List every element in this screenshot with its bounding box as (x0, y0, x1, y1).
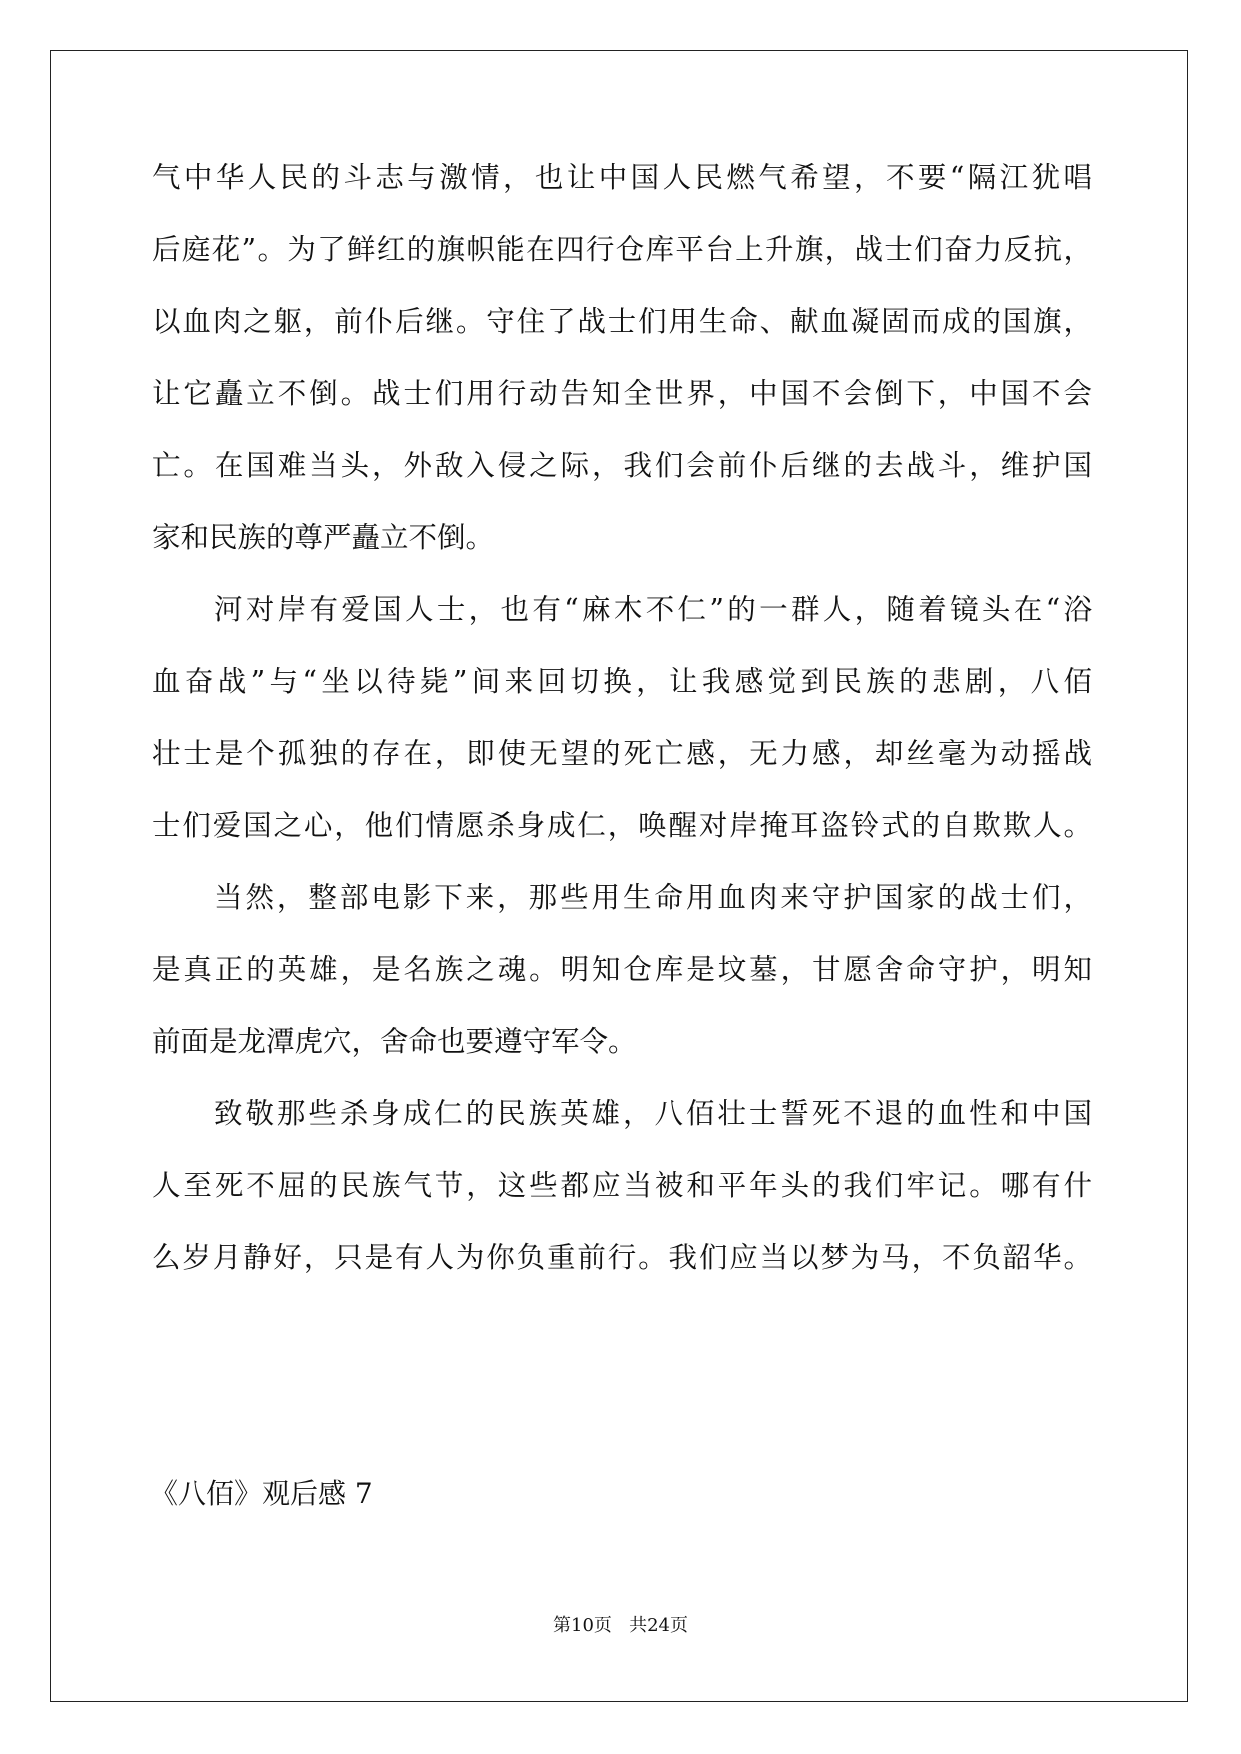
paragraph-line: 前面是龙潭虎穴，舍命也要遵守军令。 (152, 1025, 637, 1058)
paragraph-line: 士们爱国之心，他们情愿杀身成仁，唤醒对岸掩耳盗铃式的自欺欺人。 (152, 809, 1092, 842)
page-number: 第10页 共24页 (553, 1615, 688, 1636)
paragraph-line: 家和民族的尊严矗立不倒。 (152, 521, 495, 554)
paragraph-line: 当然，整部电影下来，那些用生命用血肉来守护国家的战士们， (214, 881, 1092, 914)
paragraph-line: 亡。在国难当头，外敌入侵之际，我们会前仆后继的去战斗，维护国 (152, 449, 1092, 482)
paragraph-line: 让它矗立不倒。战士们用行动告知全世界，中国不会倒下，中国不会 (152, 377, 1092, 410)
paragraph-line: 壮士是个孤独的存在，即使无望的死亡感，无力感，却丝毫为动摇战 (152, 737, 1092, 770)
paragraph-line: 气中华人民的斗志与激情，也让中国人民燃气希望，不要“隔江犹唱 (152, 161, 1092, 194)
paragraph-line: 是真正的英雄，是名族之魂。明知仓库是坟墓，甘愿舍命守护，明知 (152, 953, 1092, 986)
paragraph-line: 河对岸有爱国人士，也有“麻木不仁”的一群人，随着镜头在“浴 (214, 593, 1092, 626)
paragraph-line: 后庭花”。为了鲜红的旗帜能在四行仓库平台上升旗，战士们奋力反抗， (152, 233, 1092, 266)
paragraph-line: 以血肉之躯，前仆后继。守住了战士们用生命、献血凝固而成的国旗， (152, 305, 1092, 338)
paragraph-line: 致敬那些杀身成仁的民族英雄，八佰壮士誓死不退的血性和中国 (214, 1097, 1092, 1130)
page-border (50, 50, 1188, 1702)
paragraph-line: 么岁月静好，只是有人为你负重前行。我们应当以梦为马，不负韶华。 (152, 1241, 1092, 1274)
section-heading: 《八佰》观后感 7 (150, 1477, 373, 1510)
paragraph-line: 人至死不屈的民族气节，这些都应当被和平年头的我们牢记。哪有什 (152, 1169, 1092, 1202)
paragraph-line: 血奋战”与“坐以待毙”间来回切换，让我感觉到民族的悲剧，八佰 (152, 665, 1092, 698)
